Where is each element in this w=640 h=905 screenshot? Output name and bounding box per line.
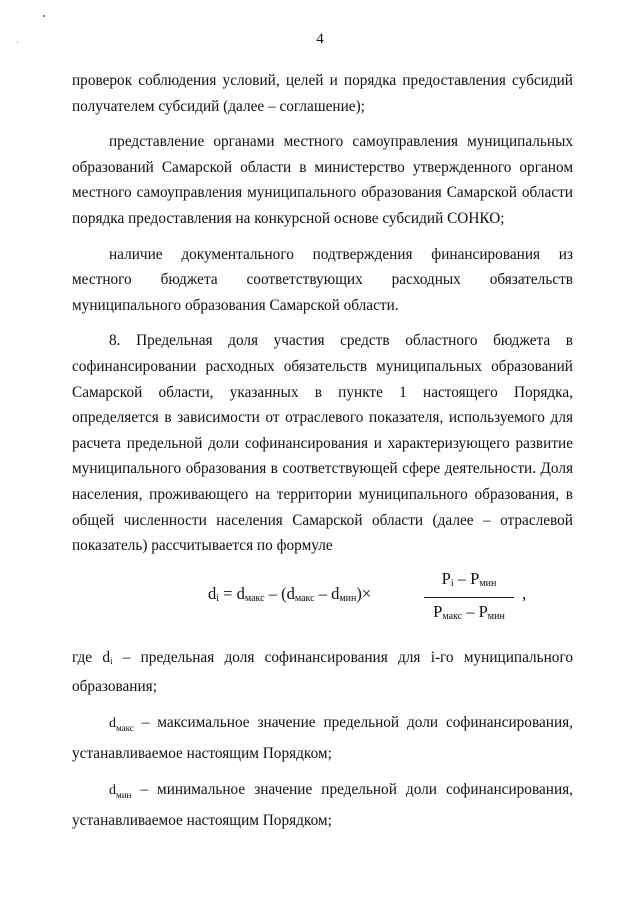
paragraph-4: 8. Предельная доля участия средств областного бюджета в софинансировании расходных обязательств муниципальных образований Самарской области, указанных в пункте 1 настоящего Порядка, определяется в зависимости от отраслевого показателя, используемого для расчета предельной доли софинансирования и характеризующего развитие муниципального образования в соответствующей сфере деятельности. Доля населения, проживающего на территории муниципального образования, в общей численности населения Самарской области (далее – отраслевой показатель) рассчитывается по формуле (72, 332, 573, 555)
fraction-denominator: $P_{макс} - P_{мин}$ (433, 601, 505, 622)
paragraph-1: проверок соблюдения условий, целей и порядка предоставления субсидий получателем субсидий (далее – соглашение); (72, 72, 573, 115)
formula-fraction (424, 568, 514, 628)
fraction-numerator: $P_i - P_{мин}$ (441, 568, 497, 589)
formula (72, 565, 573, 631)
paragraph-2: представление органами местного самоуправления муниципальных образований Самарской области в министерство утвержденного органом местного самоуправления муниципального образования Самарской области порядка предоставления на конкурсной основе субсидий СОНКО; (72, 133, 573, 227)
definition-dmax: $d_{макс}$ – максимальное значение предельной доли софинансирования, устанавливаемое настоящим Порядком; (72, 713, 573, 763)
document-body (72, 68, 573, 834)
definition-di: где $d_i$ – предельная доля софинансирования для i-го муниципального образования; (72, 648, 573, 696)
scan-speck (43, 15, 45, 17)
page-number: 4 (316, 31, 324, 47)
formula-left-side: $d_i = d_{макс} - (d_{макс} - d_{мин})\times$ (208, 583, 372, 604)
fraction-bar (424, 597, 514, 598)
formula-comma: , (522, 583, 527, 603)
definition-dmin: $d_{мин}$ – минимальное значение предельной доли софинансирования, устанавливаемое настоящим Порядком; (72, 780, 573, 830)
paragraph-3: наличие документального подтверждения финансирования из местного бюджета соответствующих расходных обязательств муниципального образования Самарской области. (72, 245, 573, 314)
